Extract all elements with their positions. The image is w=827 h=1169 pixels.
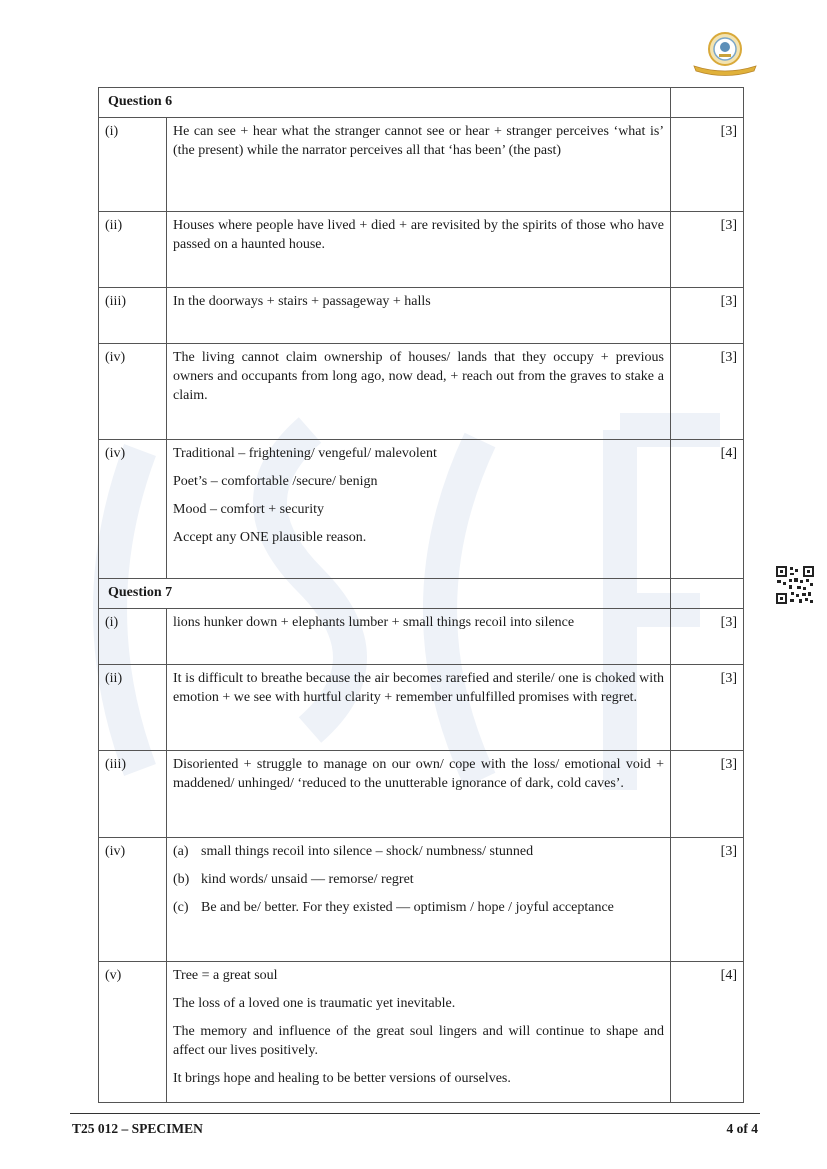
answer-paragraph: It is difficult to breathe because the air becomes rarefied and sterile/ one is choked with emotion + we see with hurtful clarity + remember unfulfilled promises with regret.: [173, 671, 664, 705]
sub-part-label: (a): [173, 844, 189, 859]
marks-value: [4]: [671, 440, 744, 579]
answer-row: [99, 838, 744, 962]
qr-code-icon: [775, 565, 815, 605]
answer-paragraph: Tree = a great soul: [173, 968, 278, 983]
marks-value: [3]: [671, 118, 744, 212]
answer-paragraph: In the doorways + stairs + passageway + halls: [173, 294, 431, 309]
cisce-logo-icon: [688, 30, 762, 76]
marking-scheme-table: [98, 87, 744, 1103]
marks-value: [3]: [671, 212, 744, 288]
answer-paragraph: Houses where people have lived + died + are revisited by the spirits of those who have passed on a haunted house.: [173, 218, 664, 252]
answer-row: [99, 288, 744, 344]
marks-value: [4]: [671, 962, 744, 1103]
sub-part-label: (b): [173, 872, 190, 887]
sub-part-text: kind words/ unsaid — remorse/ regret: [201, 872, 414, 887]
answer-text: [167, 665, 671, 751]
subquestion-number: (i): [99, 609, 167, 665]
subquestion-number: (iii): [99, 751, 167, 838]
sub-part: [173, 842, 664, 861]
answer-text: [167, 440, 671, 579]
subquestion-number: (ii): [99, 212, 167, 288]
question-header-row: [99, 579, 744, 609]
answer-row: [99, 665, 744, 751]
answer-text: [167, 118, 671, 212]
answer-text: [167, 288, 671, 344]
footer-page-number: 4 of 4: [726, 1121, 758, 1136]
answer-row: [99, 344, 744, 440]
question-title: Question 7: [99, 579, 671, 609]
question-header-row: [99, 88, 744, 118]
question-title: Question 6: [99, 88, 671, 118]
answer-paragraph: Disoriented + struggle to manage on our own/ cope with the loss/ emotional void + maddened/ unhinged/ ‘reduced to the unutterable ignorance of dark, cold caves’.: [173, 757, 664, 791]
question-marks-cell: [671, 88, 744, 118]
subquestion-number: (iv): [99, 440, 167, 579]
answer-paragraph: The memory and influence of the great soul lingers and will continue to shape and affect our lives positively.: [173, 1024, 664, 1058]
answer-row: [99, 212, 744, 288]
answer-text: [167, 212, 671, 288]
marks-value: [3]: [671, 344, 744, 440]
marks-value: [3]: [671, 609, 744, 665]
answer-paragraph: The living cannot claim ownership of houses/ lands that they occupy + previous owners and occupants from long ago, now dead, + reach out from the graves to stake a claim.: [173, 350, 664, 403]
answer-text: [167, 751, 671, 838]
subquestion-number: (iv): [99, 838, 167, 962]
sub-part: [173, 870, 664, 889]
sub-part: [173, 898, 664, 917]
sub-part-text: small things recoil into silence – shock/ numbness/ stunned: [201, 844, 534, 859]
answer-paragraph: Poet’s – comfortable /secure/ benign: [173, 474, 378, 489]
answer-text: [167, 344, 671, 440]
answer-paragraph: The loss of a loved one is traumatic yet inevitable.: [173, 996, 456, 1011]
answer-paragraph: Traditional – frightening/ vengeful/ malevolent: [173, 446, 437, 461]
answer-text: [167, 838, 671, 962]
subquestion-number: (v): [99, 962, 167, 1103]
answer-row: [99, 118, 744, 212]
question-marks-cell: [671, 579, 744, 609]
answer-row: [99, 962, 744, 1103]
answer-paragraph: It brings hope and healing to be better versions of ourselves.: [173, 1071, 511, 1086]
answer-paragraph: lions hunker down + elephants lumber + small things recoil into silence: [173, 615, 575, 630]
marks-value: [3]: [671, 288, 744, 344]
answer-row: [99, 609, 744, 665]
answer-paragraph: Mood – comfort + security: [173, 502, 324, 517]
marks-value: [3]: [671, 838, 744, 962]
subquestion-number: (iii): [99, 288, 167, 344]
answer-row: [99, 751, 744, 838]
subquestion-number: (ii): [99, 665, 167, 751]
sub-part-label: (c): [173, 900, 189, 915]
answer-paragraph: Accept any ONE plausible reason.: [173, 530, 367, 545]
subquestion-number: (i): [99, 118, 167, 212]
subquestion-number: (iv): [99, 344, 167, 440]
sub-part-text: Be and be/ better. For they existed — optimism / hope / joyful acceptance: [201, 900, 614, 915]
answer-row: [99, 440, 744, 579]
marks-value: [3]: [671, 665, 744, 751]
footer-paper-code: T25 012 – SPECIMEN: [72, 1121, 203, 1136]
answer-paragraph: He can see + hear what the stranger cannot see or hear + stranger perceives ‘what is’ (the present) while the narrator perceives all that ‘has been’ (the past): [173, 124, 664, 158]
marks-value: [3]: [671, 751, 744, 838]
answer-text: [167, 609, 671, 665]
answer-text: [167, 962, 671, 1103]
footer-divider: [70, 1113, 760, 1114]
